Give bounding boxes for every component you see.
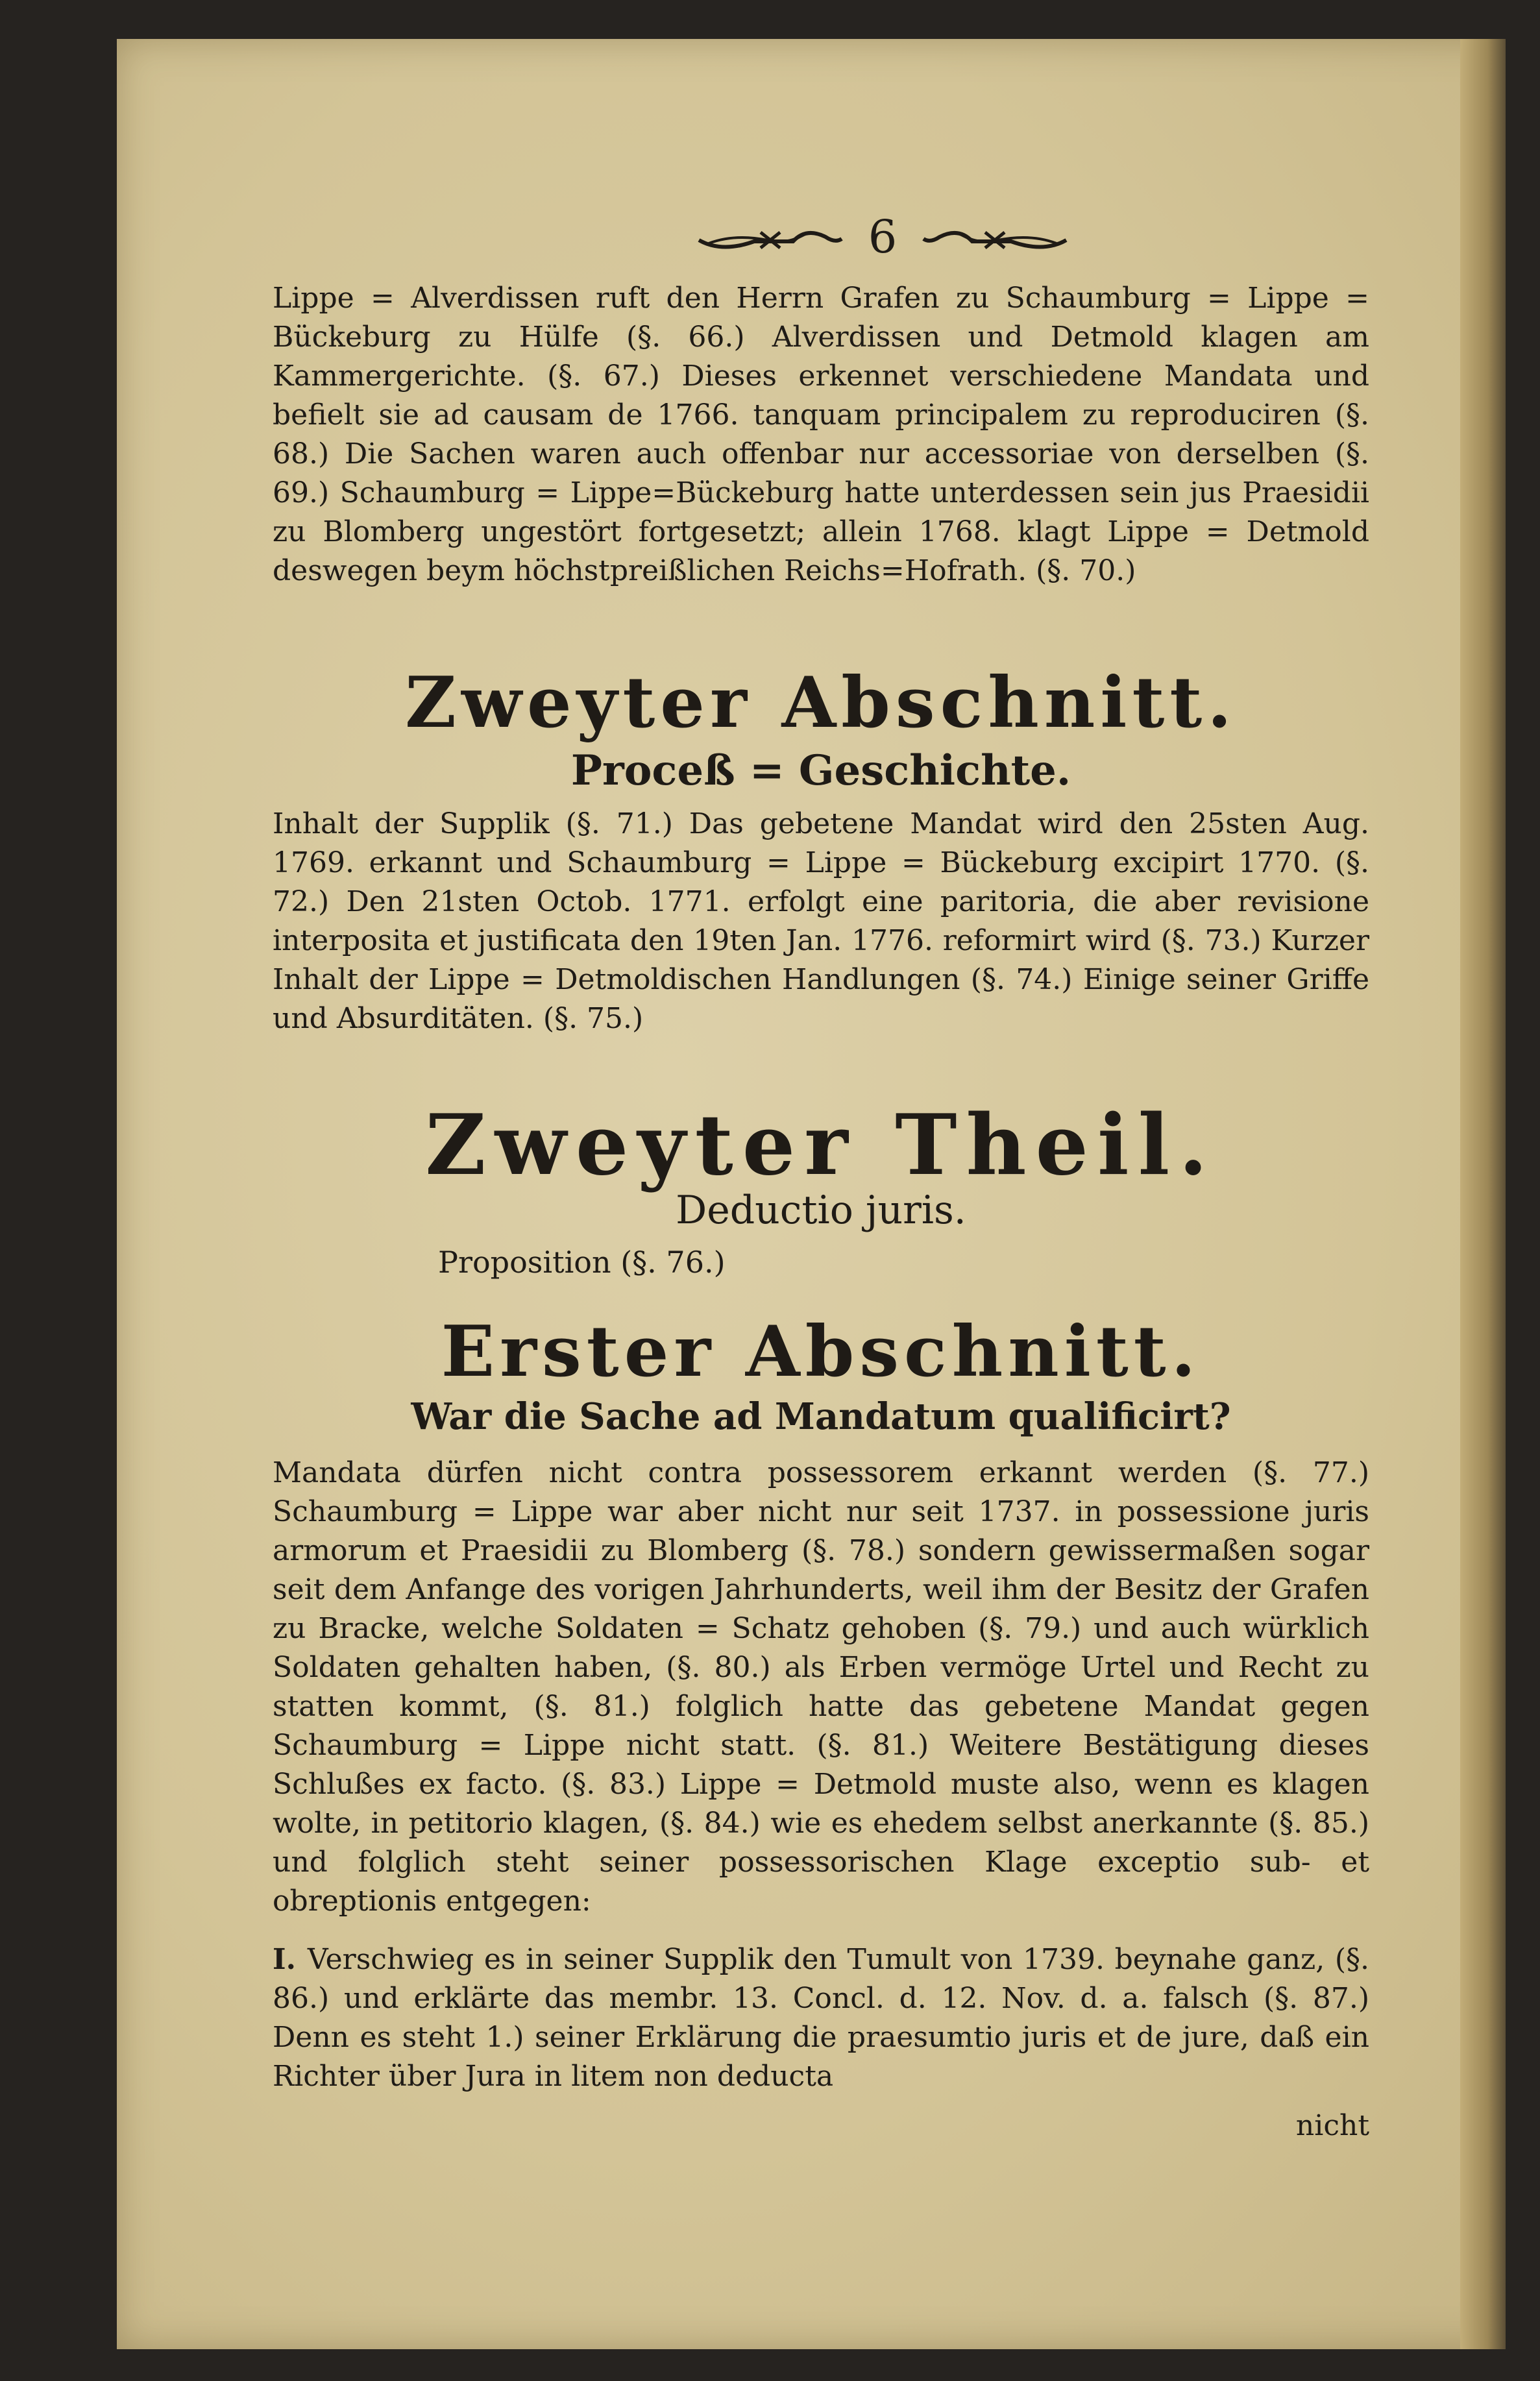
proposition-line: Proposition (§. 76.) [438,1245,726,1280]
catchword: nicht [1295,2109,1369,2142]
intro-paragraph: Lippe = Alverdissen ruft den Herrn Grafen zu Schaumburg = Lippe = Bückeburg zu Hülfe (§. 66.) Alverdissen und Detmold klagen am Kammergerichte. (§. 67.) Dieses erkennet verschiedene Mandata und befielt sie ad causam de 1766. tanquam principalem zu reproduciren (§. 68.) Die Sachen waren auch offenbar nur accessoriae von derselben (§. 69.) Schaumburg = Lippe=Bückeburg hatte unterdessen sein jus Praesidii zu Blomberg ungestört fortgesetzt; allein 1768. klagt Lippe = Detmold deswegen beym höchstpreißlichen Reichs=Hofrath. (§. 70.) [273,282,1369,587]
section-heading-zweyter-abschnitt: Zweyter Abschnitt. [405,662,1237,744]
part-heading-zweyter-theil: Zweyter Theil. [425,1097,1217,1194]
list-item-text: Verschwieg es in seiner Supplik den Tumult von 1739. beynahe ganz, (§. 86.) und erklärte das membr. 13. Concl. d. 12. Nov. d. a. falsch (§. 87.) Denn es steht 1.) seiner Erklärung die praesumtio juris et de jure, daß ein Richter über Jura in litem non deducta [273,1943,1369,2093]
list-item-number: I. [273,1943,296,1976]
section2-summary: Mandata dürfen nicht contra possessorem erkannt werden (§. 77.) Schaumburg = Lippe war aber nicht nur seit 1737. in possessione juris armorum et Praesidii zu Blomberg (§. 78.) sondern gewissermaßen sogar seit dem Anfange des vorigen Jahrhunderts, weil ihm der Besitz der Grafen zu Bracke, welche Soldaten = Schatz gehoben (§. 79.) und auch würklich Soldaten gehalten haben, (§. 80.) als Erben vermöge Urtel und Recht zu statten kommt, (§. 81.) folglich hatte das gebetene Mandat gegen Schaumburg = Lippe nicht statt. (§. 81.) Weitere Bestätigung dieses Schlußes ex facto. (§. 83.) Lippe = Detmold muste also, wenn es klagen wolte, in petitorio klagen, (§. 84.) wie es ehedem selbst anerkannte (§. 85.) und folglich steht seiner possessorischen Klage exceptio sub- et obreptionis entgegen: [273,1456,1369,1918]
section-heading-erster-abschnitt: Erster Abschnitt. [441,1311,1201,1393]
section1-summary: Inhalt der Supplik (§. 71.) Das gebetene Mandat wird den 25sten Aug. 1769. erkannt und Schaumburg = Lippe = Bückeburg excipirt 1770. (§. 72.) Den 21sten Octob. 1771. erfolgt eine paritoria, die aber revisione interposita et justificata den 19ten Jan. 1776. reformirt wird (§. 73.) Kurzer Inhalt der Lippe = Detmoldischen Handlungen (§. 74.) Einige seiner Griffe und Absurditäten. (§. 75.) [273,807,1369,1035]
part-subtitle-deductio: Deductio juris. [676,1188,966,1233]
page-number: 6 [868,210,898,263]
section-subheading-mandatum: War die Sache ad Mandatum qualificirt? [411,1395,1231,1438]
section-subheading-process: Proceß = Geschichte. [570,746,1071,795]
page-edge [1460,39,1506,2349]
list-item-1 [273,1940,1369,2096]
page-body [273,0,1369,2381]
